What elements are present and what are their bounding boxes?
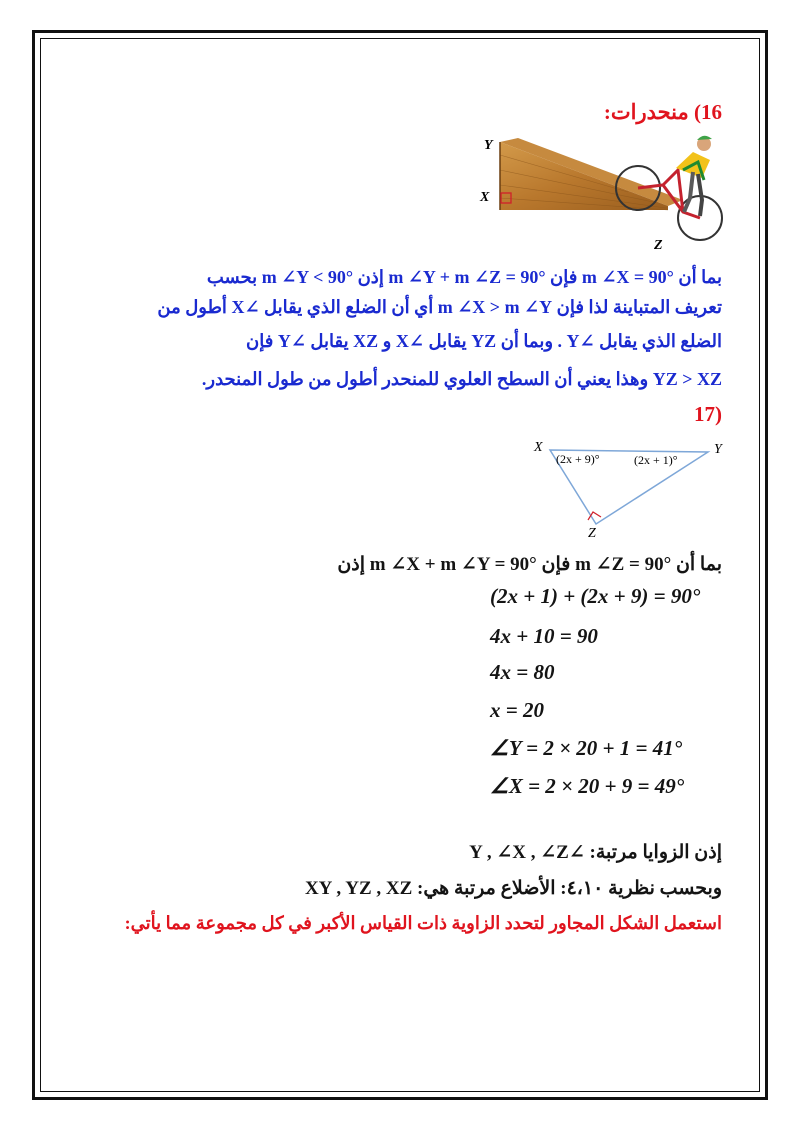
problem-16-header: 16) منحدرات:	[603, 100, 722, 124]
equation-2: 4x + 10 = 90	[490, 624, 598, 648]
equation-1: (2x + 1) + (2x + 9) = 90°	[490, 584, 701, 608]
ramp-label-y: Y	[484, 138, 493, 153]
problem-16-line-4: YZ > XZ وهذا يعني أن السطح العلوي للمنحدر أطول من طول المنحدر.	[201, 369, 722, 389]
ramp-illustration	[478, 130, 728, 255]
ramp-figure	[478, 130, 728, 255]
instruction-text: استعمل الشكل المجاور لتحدد الزاوية ذات القياس الأكبر في كل مجموعة مما يأتي:	[124, 913, 722, 933]
triangle-label-x: X	[534, 440, 543, 455]
triangle-label-y: Y	[714, 442, 722, 457]
equation-3: 4x = 80	[490, 660, 555, 684]
problem-16-line-1: بما أن m ∠X = 90° فإن m ∠Y + m ∠Z = 90° إذن m ∠Y < 90° بحسب	[206, 267, 722, 287]
problem-16-line-2: تعريف المتباينة لذا فإن m ∠X > m ∠Y أي أن الضلع الذي يقابل ∠X أطول من	[157, 297, 722, 317]
problem-16-line-3: الضلع الذي يقابل ∠Y . وبما أن YZ يقابل ∠X و XZ يقابل ∠Y فإن	[246, 331, 722, 351]
triangle-angle-y-label: (2x + 1)°	[634, 453, 678, 467]
ramp-label-z: Z	[654, 238, 663, 253]
equation-4: x = 20	[490, 698, 544, 722]
equation-5: ∠Y = 2 × 20 + 1 = 41°	[490, 736, 683, 760]
problem-17-line-1: بما أن m ∠Z = 90° فإن m ∠X + m ∠Y = 90° إذن	[337, 554, 722, 575]
equation-6: ∠X = 2 × 20 + 9 = 49°	[490, 774, 685, 798]
triangle-angle-x-label: (2x + 9)°	[556, 452, 600, 466]
triangle-label-z: Z	[588, 526, 596, 541]
sides-order: وبحسب نظرية ٤،١٠: الأضلاع مرتبة هي: XY , YZ , XZ	[304, 878, 722, 899]
ramp-label-x: X	[480, 190, 490, 205]
problem-17-header: (17	[694, 402, 722, 426]
angles-order: إذن الزوايا مرتبة: ∠Y , ∠X , ∠Z	[469, 842, 722, 863]
triangle-figure	[530, 438, 730, 546]
